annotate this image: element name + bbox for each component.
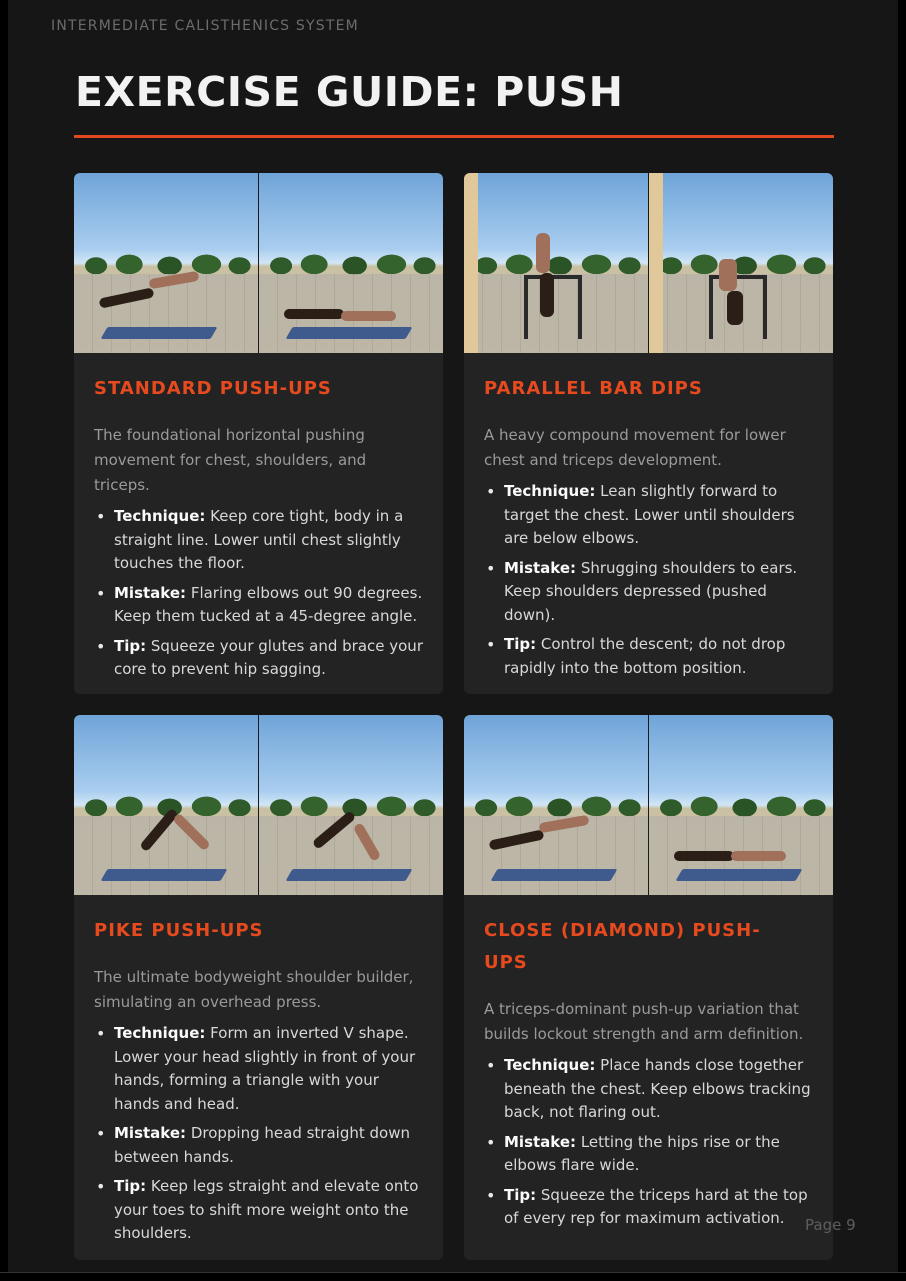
point-label: Technique: bbox=[504, 1056, 596, 1074]
point-text: Shrugging shoulders to ears. Keep shoulders depressed (pushed down). bbox=[504, 558, 798, 624]
exercise-card-diamond-push-ups bbox=[464, 715, 833, 1260]
mistake-point bbox=[114, 582, 423, 629]
mistake-point bbox=[114, 1122, 423, 1169]
exercise-photo-pair bbox=[464, 715, 833, 895]
exercise-title: PIKE PUSH-UPS bbox=[94, 920, 264, 941]
point-text: Control the descent; do not drop rapidly into the bottom position. bbox=[504, 635, 786, 677]
tip-point bbox=[114, 1175, 423, 1246]
point-label: Mistake: bbox=[114, 1124, 187, 1142]
point-label: Tip: bbox=[504, 635, 537, 653]
document-header-label: INTERMEDIATE CALISTHENICS SYSTEM bbox=[51, 18, 359, 34]
technique-point bbox=[504, 1054, 813, 1125]
exercise-card-pike-push-ups bbox=[74, 715, 443, 1260]
point-text: Place hands close together beneath the chest. Keep elbows tracking back, not flaring out. bbox=[504, 1056, 811, 1121]
point-text: Lean slightly forward to target the chest. Lower until shoulders are below elbows. bbox=[504, 482, 795, 547]
exercise-title: CLOSE (DIAMOND) PUSH-UPS bbox=[484, 920, 761, 973]
technique-point bbox=[114, 1022, 423, 1116]
exercise-photo-start bbox=[464, 715, 648, 895]
exercise-description: A heavy compound movement for lower chest and triceps development. bbox=[484, 426, 786, 469]
point-text: Dropping head straight down between hands. bbox=[114, 1124, 410, 1166]
exercise-points-list bbox=[94, 1022, 423, 1246]
title-divider bbox=[74, 135, 834, 138]
exercise-card-standard-push-ups bbox=[74, 173, 443, 694]
exercise-description: The foundational horizontal pushing movement for chest, shoulders, and triceps. bbox=[94, 426, 367, 494]
exercise-photo-end bbox=[258, 173, 443, 353]
exercise-photo-end bbox=[258, 715, 443, 895]
page-title: EXERCISE GUIDE: PUSH bbox=[75, 68, 624, 116]
point-text: Squeeze the triceps hard at the top of every rep for maximum activation. bbox=[504, 1185, 808, 1227]
point-label: Mistake: bbox=[504, 558, 577, 577]
technique-point bbox=[114, 505, 423, 576]
exercise-photo-start bbox=[464, 173, 648, 353]
point-text: Keep core tight, body in a straight line. Lower until chest slightly touches the floor. bbox=[114, 507, 404, 572]
exercise-card-parallel-bar-dips bbox=[464, 173, 833, 694]
point-label: Tip: bbox=[504, 1185, 537, 1204]
exercise-photo-end bbox=[648, 715, 833, 895]
point-text: Squeeze your glutes and brace your core to prevent hip sagging. bbox=[114, 636, 423, 678]
exercise-photo-pair bbox=[74, 715, 443, 895]
exercise-description: The ultimate bodyweight shoulder builder, simulating an overhead press. bbox=[94, 968, 414, 1011]
exercise-description: A triceps-dominant push-up variation that builds lockout strength and arm definition. bbox=[484, 1000, 804, 1043]
exercise-title: STANDARD PUSH-UPS bbox=[94, 378, 332, 399]
exercise-title: PARALLEL BAR DIPS bbox=[484, 378, 703, 399]
point-label: Mistake: bbox=[114, 583, 187, 602]
point-text: Letting the hips rise or the elbows flare wide. bbox=[504, 1132, 780, 1174]
exercise-photo-pair bbox=[74, 173, 443, 353]
point-label: Technique: bbox=[114, 1024, 206, 1042]
point-label: Tip: bbox=[114, 636, 147, 655]
technique-point bbox=[504, 480, 813, 551]
point-text: Keep legs straight and elevate onto your toes to shift more weight onto the shoulders. bbox=[114, 1177, 419, 1242]
exercise-photo-end bbox=[648, 173, 833, 353]
exercise-points-list bbox=[484, 1054, 813, 1231]
exercise-photo-pair bbox=[464, 173, 833, 353]
tip-point bbox=[504, 633, 813, 680]
mistake-point bbox=[504, 1131, 813, 1178]
tip-point bbox=[114, 635, 423, 682]
point-label: Tip: bbox=[114, 1177, 147, 1195]
mistake-point bbox=[504, 557, 813, 628]
point-label: Technique: bbox=[504, 482, 596, 500]
page-number: Page 9 bbox=[805, 1216, 856, 1234]
point-label: Mistake: bbox=[504, 1132, 577, 1151]
point-label: Technique: bbox=[114, 507, 206, 525]
document-page bbox=[8, 0, 898, 1272]
point-text: Form an inverted V shape. Lower your head slightly in front of your hands, forming a triangle with your hands and head. bbox=[114, 1024, 416, 1113]
exercise-photo-start bbox=[74, 715, 258, 895]
tip-point bbox=[504, 1184, 813, 1231]
exercise-points-list bbox=[484, 480, 813, 680]
point-text: Flaring elbows out 90 degrees. Keep them tucked at a 45-degree angle. bbox=[114, 583, 423, 625]
exercise-photo-start bbox=[74, 173, 258, 353]
exercise-points-list bbox=[94, 505, 423, 682]
